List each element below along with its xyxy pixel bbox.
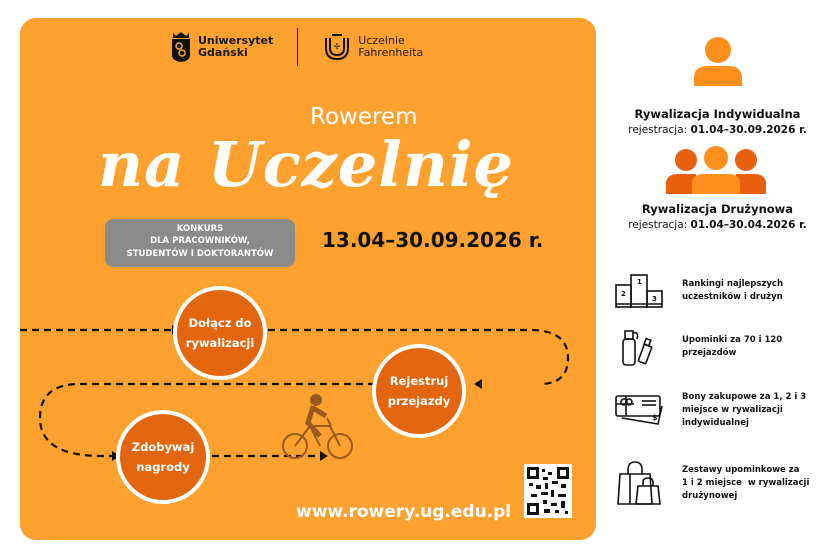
svg-text:$: $ bbox=[652, 413, 658, 422]
prize-line: Zestawy upominkowe za bbox=[682, 464, 800, 475]
logo-ug-line1: Uniwersytet bbox=[198, 34, 274, 47]
competition-team-registration bbox=[600, 219, 835, 231]
step-label: Zdobywaj bbox=[131, 440, 195, 454]
prize-line: miejsce w rywalizacji bbox=[682, 404, 783, 415]
competition-individual-title: Rywalizacja Indywidualna bbox=[634, 107, 801, 121]
step-label: Rejestruj bbox=[389, 374, 449, 388]
prize-item bbox=[614, 266, 822, 316]
step-label: nagrody bbox=[136, 460, 190, 474]
bottle-usb-icon bbox=[614, 322, 664, 372]
prize-line: Rankingi najlepszych bbox=[682, 279, 784, 289]
svg-text:✢: ✢ bbox=[333, 42, 341, 51]
prize-item bbox=[614, 458, 822, 508]
badge-line3: STUDENTÓW I DOKTORANTÓW bbox=[126, 249, 274, 259]
prize-line: 1 i 2 miejsce w rywalizacji bbox=[682, 477, 810, 488]
prize-line: drużynowej bbox=[682, 490, 738, 501]
reg-dates: 01.04–30.04.2026 r. bbox=[690, 219, 807, 231]
cyclist-icon bbox=[283, 395, 352, 458]
route-path bbox=[20, 18, 596, 540]
svg-text:3: 3 bbox=[652, 295, 657, 303]
competition-team-title: Rywalizacja Drużynowa bbox=[641, 202, 794, 216]
logo-uf-line1: Uczelnie bbox=[358, 34, 405, 47]
shopping-bags-icon bbox=[614, 458, 664, 508]
hero-title: na Uczelnię bbox=[98, 128, 514, 201]
prize-item bbox=[614, 385, 822, 435]
prize-item bbox=[614, 322, 822, 372]
poster-panel bbox=[20, 18, 596, 540]
prize-line: Upominki za 70 i 120 bbox=[682, 335, 783, 345]
podium-icon bbox=[614, 266, 664, 316]
logo-uf-line2: Fahrenheita bbox=[358, 46, 424, 59]
competition-individual-registration bbox=[600, 124, 835, 136]
prize-line: uczestników i drużyn bbox=[682, 292, 783, 302]
contest-dates: 13.04–30.09.2026 r. bbox=[322, 228, 544, 252]
voucher-icon bbox=[614, 385, 664, 435]
qr-code[interactable] bbox=[524, 464, 572, 518]
svg-text:2: 2 bbox=[621, 290, 626, 298]
prize-line: przejazdów bbox=[682, 348, 737, 358]
step-register-rides bbox=[372, 344, 466, 438]
svg-text:1: 1 bbox=[637, 278, 642, 286]
arrow-head bbox=[320, 451, 328, 461]
reg-label: rejestracja: bbox=[628, 219, 688, 231]
prize-line: Bony zakupowe za 1, 2 i 3 bbox=[682, 391, 807, 402]
step-label: rywalizacji bbox=[185, 336, 255, 350]
logo-ug-line2: Gdański bbox=[198, 46, 248, 59]
hero-subtitle: Rowerem bbox=[310, 104, 418, 130]
step-label: Dołącz do bbox=[188, 316, 252, 330]
person-icon bbox=[688, 36, 748, 86]
badge-line1: KONKURS bbox=[176, 224, 224, 234]
qr-code-icon bbox=[527, 467, 569, 515]
website-link[interactable]: www.rowery.ug.edu.pl bbox=[296, 502, 512, 522]
step-label: przejazdy bbox=[387, 394, 451, 408]
arrow-head bbox=[474, 379, 482, 389]
reg-dates: 01.04–30.09.2026 r. bbox=[690, 124, 807, 136]
group-icon bbox=[666, 146, 766, 194]
reg-label: rejestracja: bbox=[628, 124, 688, 136]
badge-line2: DLA PRACOWNIKÓW, bbox=[150, 236, 250, 246]
sidebar-info bbox=[600, 0, 835, 557]
step-win-prizes bbox=[116, 410, 210, 504]
prize-line: indywidualnej bbox=[682, 417, 749, 428]
step-join bbox=[173, 286, 267, 380]
